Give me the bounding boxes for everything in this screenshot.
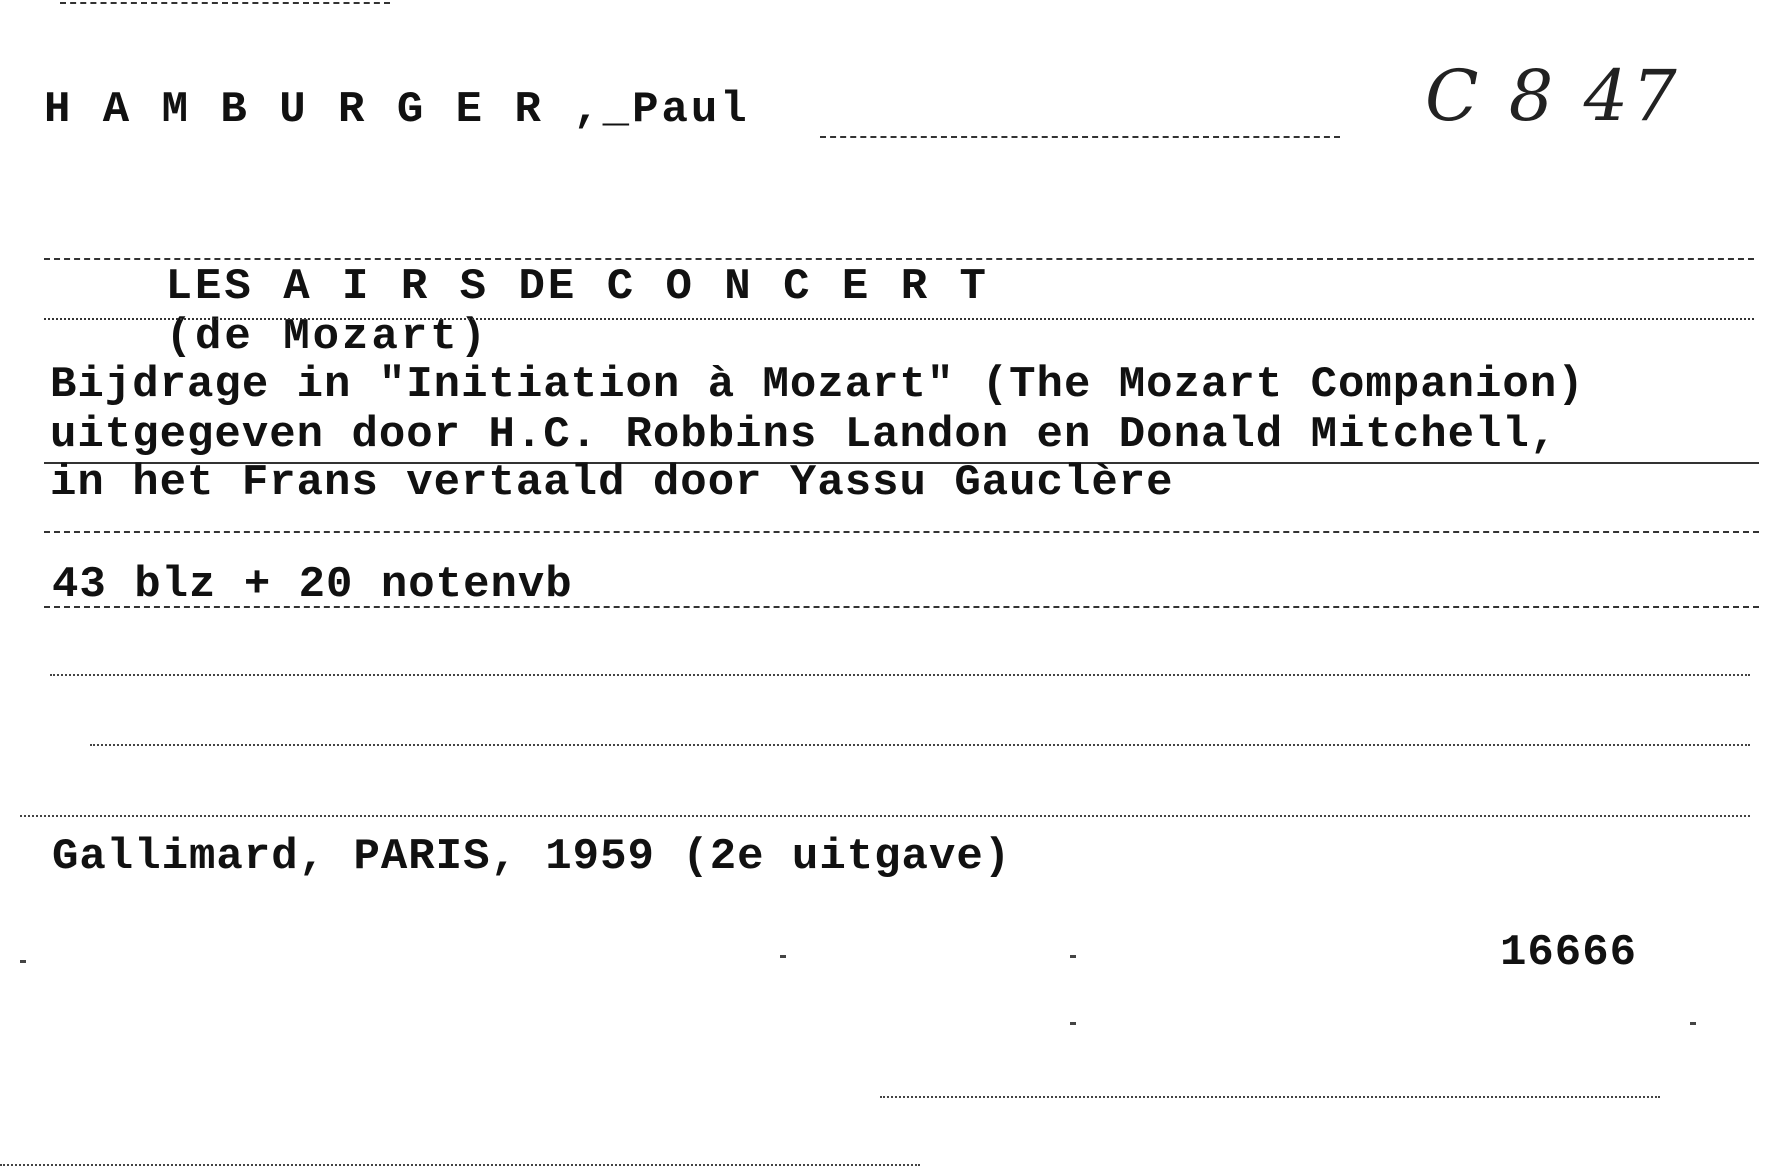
speck [1070,1022,1076,1025]
blank-rule-1 [44,318,1754,320]
blank-rule-6 [880,1096,1660,1098]
speck [1070,955,1076,958]
author-rule [820,136,1340,138]
title-main: LES A I R S DE C O N C E R T [165,262,989,312]
speck [1690,1022,1696,1025]
speck [780,955,786,958]
blank-rule-5 [20,815,1750,817]
description-line-2: uitgegeven door H.C. Robbins Landon en Donald Mitchell, [50,410,1558,460]
title-parenthetical: (de Mozart) [165,312,490,362]
bottom-edge-rule [0,1164,920,1166]
top-edge-rule [60,2,390,4]
title-rule [44,258,1754,260]
description-line-3: in het Frans vertaald door Yassu Gauclère [50,458,1174,508]
blank-rule-4 [90,744,1750,746]
imprint: Gallimard, PARIS, 1959 (2e uitgave) [52,832,1012,882]
speck [20,960,26,963]
author-heading: H A M B U R G E R ,_Paul [44,85,750,135]
blank-rule-2 [44,531,1759,533]
description-line-1: Bijdrage in "Initiation à Mozart" (The Mozart Companion) [50,360,1585,410]
handwritten-shelfmark: C 8 47 [1425,55,1681,137]
blank-rule-3 [50,674,1750,676]
collation: 43 blz + 20 notenvb [52,560,573,610]
collation-rule [44,606,1759,608]
accession-number: 16666 [1500,928,1638,978]
